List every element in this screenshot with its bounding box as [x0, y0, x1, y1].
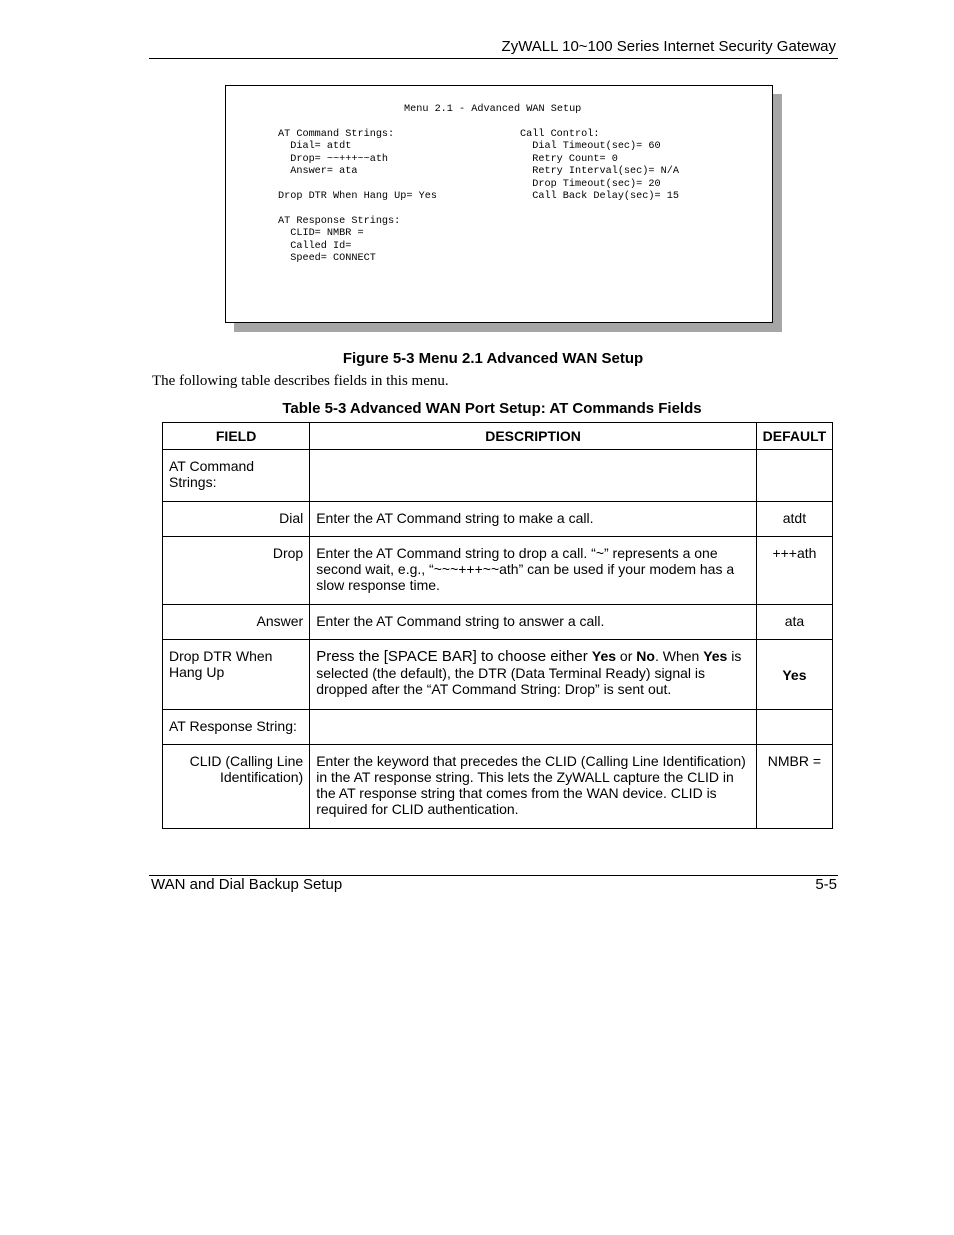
- description-text: is selected (the default), the DTR (Data Terminal Ready) signal is dropped after the “AT Command String: Drop” is sent out.: [316, 648, 742, 697]
- screen-left-column: AT Command Strings: Dial= atdt Drop= ~~+++~~ath Answer= ata Drop DTR When Hang Up= Yes AT Response Strings: CLID= NMBR = Called Id= Speed= CONNECT: [278, 129, 437, 265]
- terminal-screenshot: [225, 85, 773, 323]
- option-yes: Yes: [703, 648, 728, 664]
- header-title: ZyWALL 10~100 Series Internet Security Gateway: [501, 38, 836, 55]
- default-cell: Yes: [756, 640, 832, 710]
- table-row: [163, 502, 833, 537]
- description-text: . When: [654, 648, 704, 664]
- description-cell: Enter the AT Command string to drop a call. “~” represents a one second wait, e.g., “~~~+++~~ath” can be used if your modem has a slow response time.: [310, 537, 757, 605]
- default-cell: [756, 450, 832, 502]
- table-row: [163, 537, 833, 605]
- default-cell: NMBR =: [756, 745, 832, 829]
- table-row: [163, 710, 833, 745]
- table-row: [163, 640, 833, 710]
- fields-table: [162, 422, 833, 829]
- field-cell: AT Response String:: [163, 710, 310, 745]
- column-header-field: FIELD: [163, 423, 310, 450]
- footer-section-title: WAN and Dial Backup Setup: [151, 876, 343, 893]
- description-text: or: [616, 648, 637, 664]
- field-cell: Drop DTR When Hang Up: [163, 640, 310, 710]
- screen-menu-title: Menu 2.1 - Advanced WAN Setup: [404, 104, 582, 115]
- field-cell: AT Command Strings:: [163, 450, 310, 502]
- table-row: [163, 745, 833, 829]
- table-row: [163, 605, 833, 640]
- intro-text: The following table describes fields in this menu.: [152, 373, 449, 389]
- description-cell: Enter the AT Command string to make a call.: [310, 502, 757, 537]
- field-cell: CLID (Calling Line Identification): [163, 745, 310, 829]
- page-number: 5-5: [815, 876, 837, 893]
- option-yes: Yes: [591, 648, 617, 664]
- table-row: [163, 450, 833, 502]
- description-cell: [310, 450, 757, 502]
- option-no: No: [636, 648, 655, 664]
- table-caption: Table 5-3 Advanced WAN Port Setup: AT Commands Fields: [282, 400, 702, 417]
- description-text: Press the [SPACE BAR] to choose either: [316, 648, 592, 665]
- field-cell: Dial: [163, 502, 310, 537]
- field-cell: Answer: [163, 605, 310, 640]
- default-cell: [756, 710, 832, 745]
- table-header-row: [163, 423, 833, 450]
- column-header-description: DESCRIPTION: [310, 423, 757, 450]
- description-cell: Enter the AT Command string to answer a call.: [310, 605, 757, 640]
- default-cell: ata: [756, 605, 832, 640]
- figure-caption: Figure 5-3 Menu 2.1 Advanced WAN Setup: [342, 350, 644, 367]
- default-cell: atdt: [756, 502, 832, 537]
- description-cell: Enter the keyword that precedes the CLID (Calling Line Identification) in the AT response string. This lets the ZyWALL capture the CLID in the AT response string that comes from the WAN device. CLID is required for CLID authentication.: [310, 745, 757, 829]
- description-cell: [310, 640, 757, 710]
- header-divider: [149, 58, 838, 59]
- field-cell: Drop: [163, 537, 310, 605]
- default-cell: +++ath: [756, 537, 832, 605]
- screen-right-column: Call Control: Dial Timeout(sec)= 60 Retry Count= 0 Retry Interval(sec)= N/A Drop Timeout(sec)= 20 Call Back Delay(sec)= 15: [520, 129, 679, 203]
- column-header-default: DEFAULT: [756, 423, 832, 450]
- description-cell: [310, 710, 757, 745]
